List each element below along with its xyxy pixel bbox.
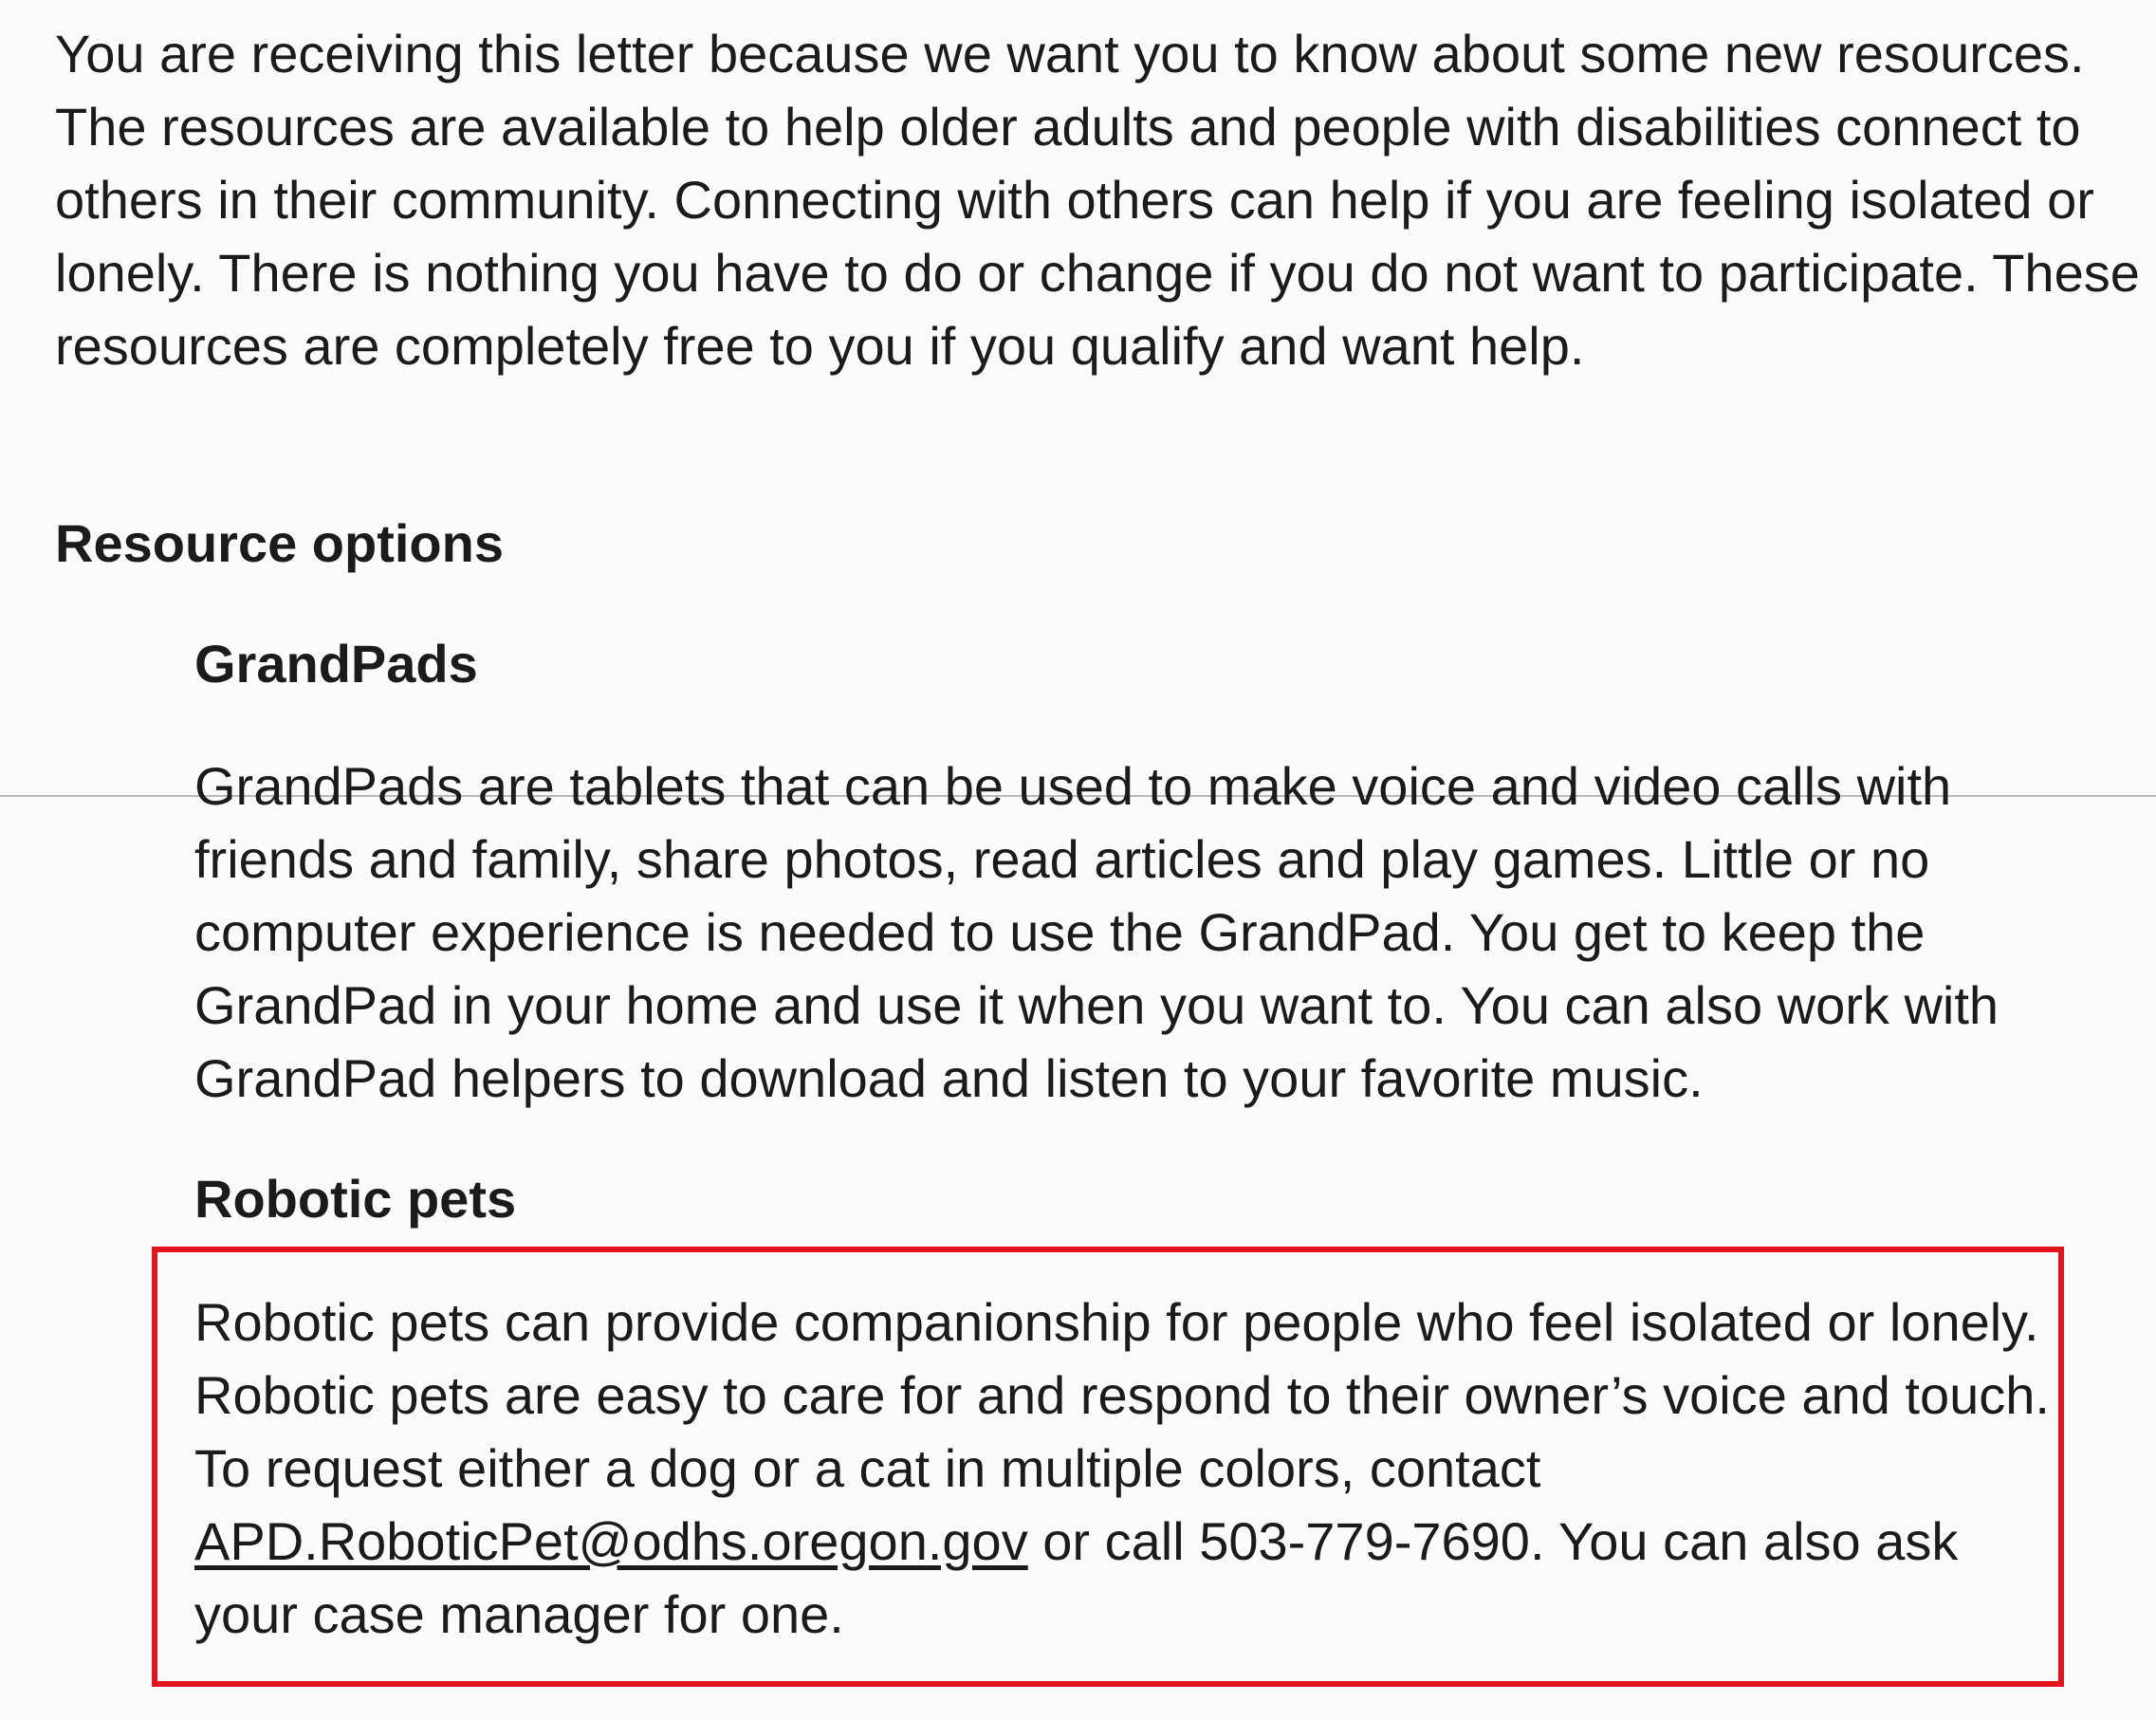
grandpads-paragraph: GrandPads are tablets that can be used to make voice and video calls with friends and family, share photos, read articles and play games. Little or no computer experience is needed to use the GrandPad. You get to keep the GrandPad in your home and use it when you want to. You can also work with GrandPad helpers to download and listen to your favorite music. — [194, 756, 1999, 1108]
robotic-pets-text-after-email: or call 503-779-7690. You can also ask your case manager for one. — [194, 1511, 1959, 1644]
grandpads-heading: GrandPads — [194, 634, 478, 694]
robotic-pet-email-link[interactable]: APD.RoboticPet@odhs.oregon.gov — [194, 1511, 1028, 1571]
intro-paragraph: You are receiving this letter because we want you to know about some new resources. The resources are available to help older adults and people with disabilities connect to others in their community. Connecting with others can help if you are feeling isolated or lonely. There is nothing you have to do or change if you do not want to participate. These resources are completely free to you if you qualify and want help. — [55, 24, 2140, 376]
resource-options-heading: Resource options — [55, 513, 504, 573]
robotic-pets-text-before-email: Robotic pets can provide companionship for people who feel isolated or lonely. Robotic pets are easy to care for and respond to their owner’s voice and touch. To request either a dog or a cat in multiple colors, contact — [194, 1292, 2050, 1498]
robotic-pets-paragraph — [194, 1285, 2054, 1651]
robotic-pets-heading: Robotic pets — [194, 1169, 517, 1229]
